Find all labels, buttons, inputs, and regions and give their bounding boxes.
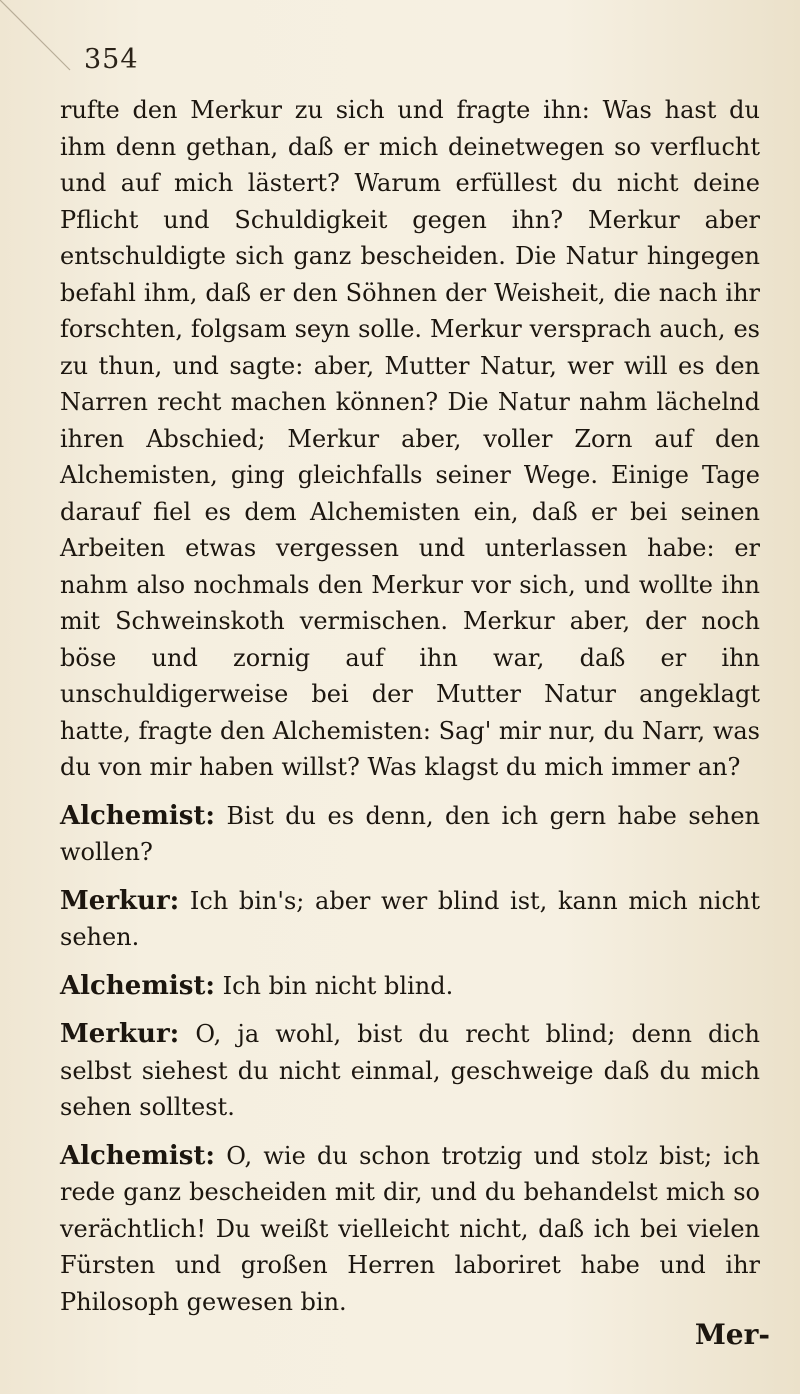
dialogue-text: O, ja wohl, bist du recht blind; denn dich selbst siehest du nicht einmal, geschweige daß du mich sehen solltest. — [60, 1020, 760, 1121]
speaker-label: Merkur: — [60, 1019, 180, 1049]
dialogue-text: Ich bin's; aber wer blind ist, kann mich nicht sehen. — [60, 886, 760, 951]
dialogue-line — [60, 968, 760, 1005]
speaker-label: Merkur: — [60, 885, 180, 916]
page-number: 354 — [84, 44, 139, 75]
dialogue-text: Bist du es denn, den ich gern habe sehen wollen? — [60, 801, 760, 866]
dialogue-line — [60, 883, 760, 956]
dialogue-line — [60, 1138, 760, 1321]
dialogue-line — [60, 1016, 760, 1126]
body-text — [60, 92, 760, 1320]
dialogue-line — [60, 798, 760, 871]
catchword: Mer- — [694, 1318, 770, 1351]
narrative-paragraph: rufte den Merkur zu sich und fragte ihn: Was hast du ihm denn gethan, daß er mich deinetwegen so verflucht und auf mich lästert? Warum erfüllest du nicht deine Pflicht und Schuldigkeit gegen ihn? Merkur aber entschuldigte sich ganz bescheiden. Die Natur hingegen befahl ihm, daß er den Söhnen der Weisheit, die nach ihr forschten, folgsam seyn solle. Merkur versprach auch, es zu thun, und sagte: aber, Mutter Natur, wer will es den Narren recht machen können? Die Natur nahm lächelnd ihren Abschied; Merkur aber, voller Zorn auf den Alchemisten, ging gleichfalls seiner Wege. Einige Tage darauf fiel es dem Alchemisten ein, daß er bei seinen Arbeiten etwas vergessen und unterlassen habe: er nahm also nochmals den Merkur vor sich, und wollte ihn mit Schweinskoth vermischen. Merkur aber, der noch böse und zornig auf ihn war, daß er ihn unschuldigerweise bei der Mutter Natur angeklagt hatte, fragte den Alchemisten: Sag' mir nur, du Narr, was du von mir haben willst? Was klagst du mich immer an? — [60, 96, 760, 781]
speaker-label: Alchemist: — [60, 970, 215, 1001]
dialogue-text: Ich bin nicht blind. — [222, 971, 454, 1000]
dialogue-text: O, wie du schon trotzig und stolz bist; ich rede ganz bescheiden mit dir, und du behandelst mich so verächtlich! Du weißt vielleicht nicht, daß ich bei vielen Fürsten und großen Herren laboriret habe und ihr Philosoph gewesen bin. — [60, 1141, 760, 1316]
speaker-label: Alchemist: — [60, 1140, 215, 1171]
speaker-label: Alchemist: — [60, 800, 215, 831]
